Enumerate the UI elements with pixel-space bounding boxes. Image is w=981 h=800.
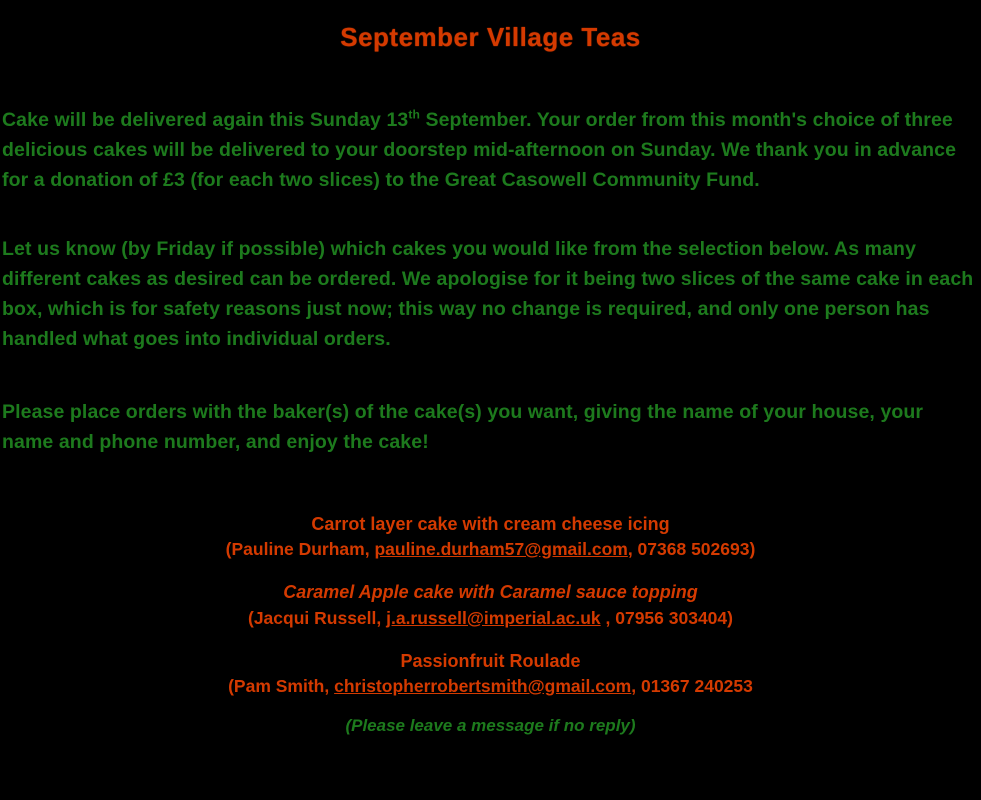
paragraph-delivery-info <box>0 105 981 196</box>
cake-name: Carrot layer cake with cream cheese icing <box>311 513 670 534</box>
footer-note: (Please leave a message if no reply) <box>345 716 636 736</box>
cake-contact-prefix: (Pam Smith, <box>228 676 335 696</box>
paragraph-place-orders: Please place orders with the baker(s) of the cake(s) you want, giving the name of your house, your name and phone number, and enjoy the cake! <box>2 400 924 453</box>
cake-name: Passionfruit Roulade <box>400 650 581 671</box>
cake-name: Caramel Apple cake with Caramel sauce topping <box>283 582 698 603</box>
cake-contact-suffix: , 07956 303404) <box>600 607 733 628</box>
paragraph-1-ordinal: th <box>408 107 420 122</box>
cake-contact-email-link[interactable]: pauline.durham57@gmail.com <box>374 539 628 560</box>
cake-contact-prefix: (Pauline Durham, <box>225 539 375 560</box>
paragraph-ordering-instructions: Let us know (by Friday if possible) which cakes you would like from the selection below. As many different cakes as desired can be ordered. We apologise for it being two slices of the same cake in each box, which is for safety reasons just now; this way no change is required, and only one person has handled what goes into individual orders. <box>2 237 974 351</box>
paragraph-1-lead: Cake will be delivered again this Sunday 13 <box>2 109 409 131</box>
cake-contact <box>0 537 981 562</box>
cake-contact-prefix: (Jacqui Russell, <box>248 607 387 628</box>
cake-list <box>0 511 981 699</box>
list-item <box>0 579 981 630</box>
paragraph-1-rest: September. Your order from this month's choice of three delicious cakes will be delivered to your doorstep mid-afternoon on Sunday. We thank you in advance for a donation of £3 (for each two slices) to the Great Casowell Community Fund. <box>2 109 957 192</box>
list-item <box>0 648 981 699</box>
cake-contact-email-link[interactable]: christopherrobertsmith@gmail.com <box>334 676 632 696</box>
cake-contact <box>0 674 981 699</box>
list-item <box>0 511 981 562</box>
cake-contact-suffix: , 01367 240253 <box>631 676 753 696</box>
page-title: September Village Teas <box>340 22 641 52</box>
cake-contact <box>0 606 981 631</box>
cake-contact-suffix: , 07368 502693) <box>627 539 756 560</box>
cake-contact-email-link[interactable]: j.a.russell@imperial.ac.uk <box>386 607 601 628</box>
